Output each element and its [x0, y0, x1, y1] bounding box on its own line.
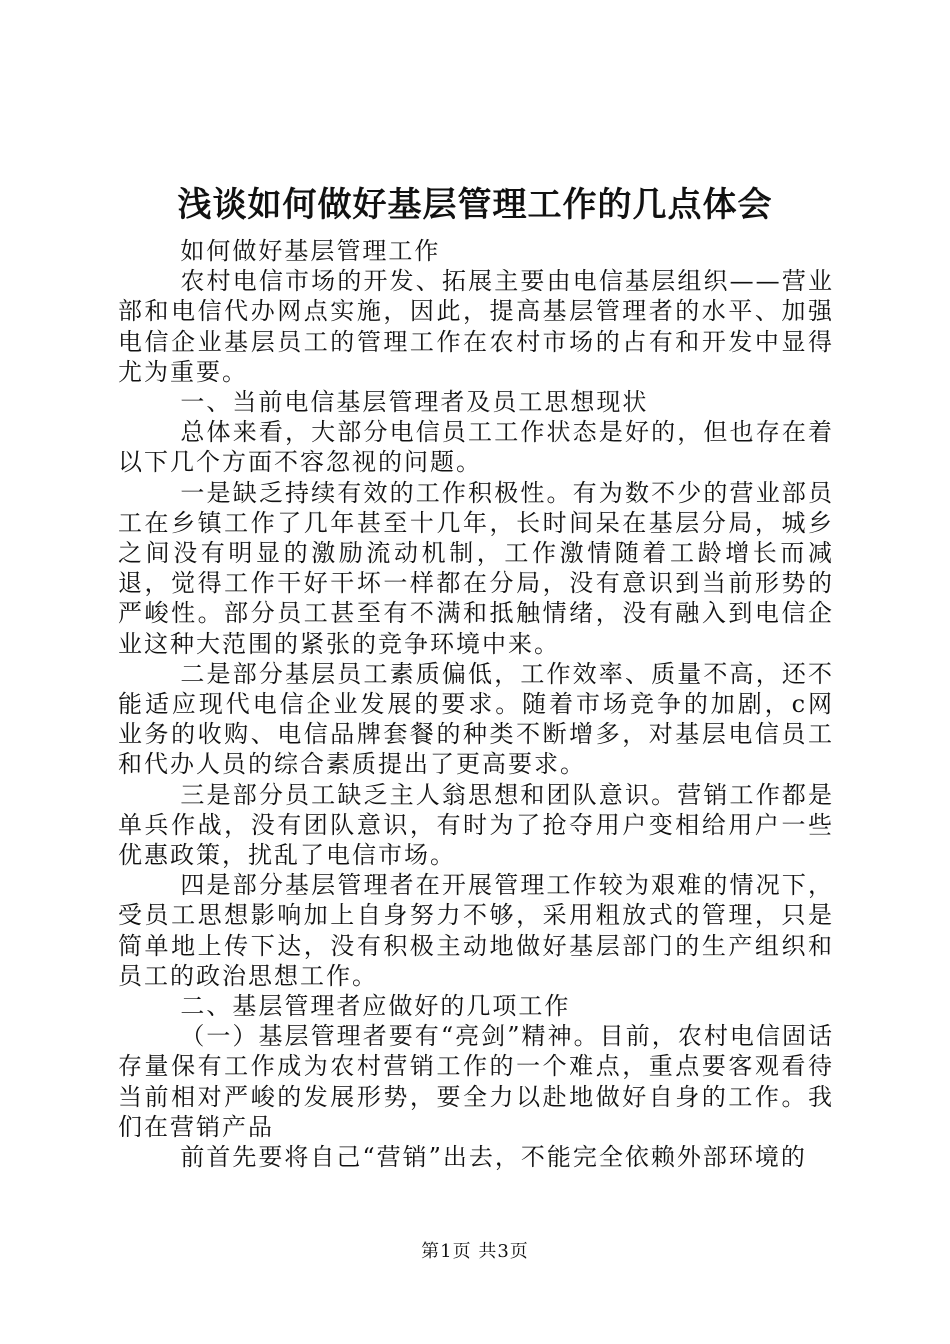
- paragraph-issue-3: 三是部分员工缺乏主人翁思想和团队意识。营销工作都是单兵作战，没有团队意识，有时为了抢夺用户变相给用户一些优惠政策，扰乱了电信市场。: [118, 780, 834, 870]
- paragraph-overview: 总体来看，大部分电信员工工作状态是好的，但也存在着以下几个方面不容忽视的问题。: [118, 418, 834, 477]
- page-number: 第1页 共3页: [421, 1241, 529, 1262]
- page-title: 浅谈如何做好基层管理工作的几点体会: [177, 185, 773, 225]
- paragraph-intro: 农村电信市场的开发、拓展主要由电信基层组织——营业部和电信代办网点实施，因此，提高基层管理者的水平、加强电信企业基层员工的管理工作在农村市场的占有和开发中显得尤为重要。: [118, 267, 834, 386]
- paragraph-issue-4: 四是部分基层管理者在开展管理工作较为艰难的情况下，受员工思想影响加上自身努力不够，采用粗放式的管理，只是简单地上传下达，没有积极主动地做好基层部门的生产组织和员工的政治思想工作。: [118, 871, 834, 990]
- document-body: [118, 236, 834, 1172]
- paragraph-issue-1: 一是缺乏持续有效的工作积极性。有为数不少的营业部员工在乡镇工作了几年甚至十几年，长时间呆在基层分局，城乡之间没有明显的激励流动机制，工作激情随着工龄增长而减退，觉得工作干好干坏一样都在分局，没有意识到当前形势的严峻性。部分员工甚至有不满和抵触情绪，没有融入到电信企业这种大范围的紧张的竞争环境中来。: [118, 478, 834, 658]
- paragraph-subtitle: 如何做好基层管理工作: [180, 237, 441, 265]
- section-heading-2: 二、基层管理者应做好的几项工作: [180, 992, 571, 1021]
- paragraph-issue-2: 二是部分基层员工素质偏低，工作效率、质量不高，还不能适应现代电信企业发展的要求。随着市场竞争的加剧，c网业务的收购、电信品牌套餐的种类不断增多，对基层电信员工和代办人员的综合素质提出了更高要求。: [118, 659, 834, 779]
- paragraph-continued: 前首先要将自己“营销”出去，不能完全依赖外部环境的: [180, 1143, 807, 1172]
- section-heading-1: 一、当前电信基层管理者及员工思想现状: [180, 388, 649, 417]
- paragraph-point-1: （一）基层管理者要有“亮剑”精神。目前，农村电信固话存量保有工作成为农村营销工作的一个难点，重点要客观看待当前相对严峻的发展形势，要全力以赴地做好自身的工作。我们在营销产品: [118, 1022, 834, 1141]
